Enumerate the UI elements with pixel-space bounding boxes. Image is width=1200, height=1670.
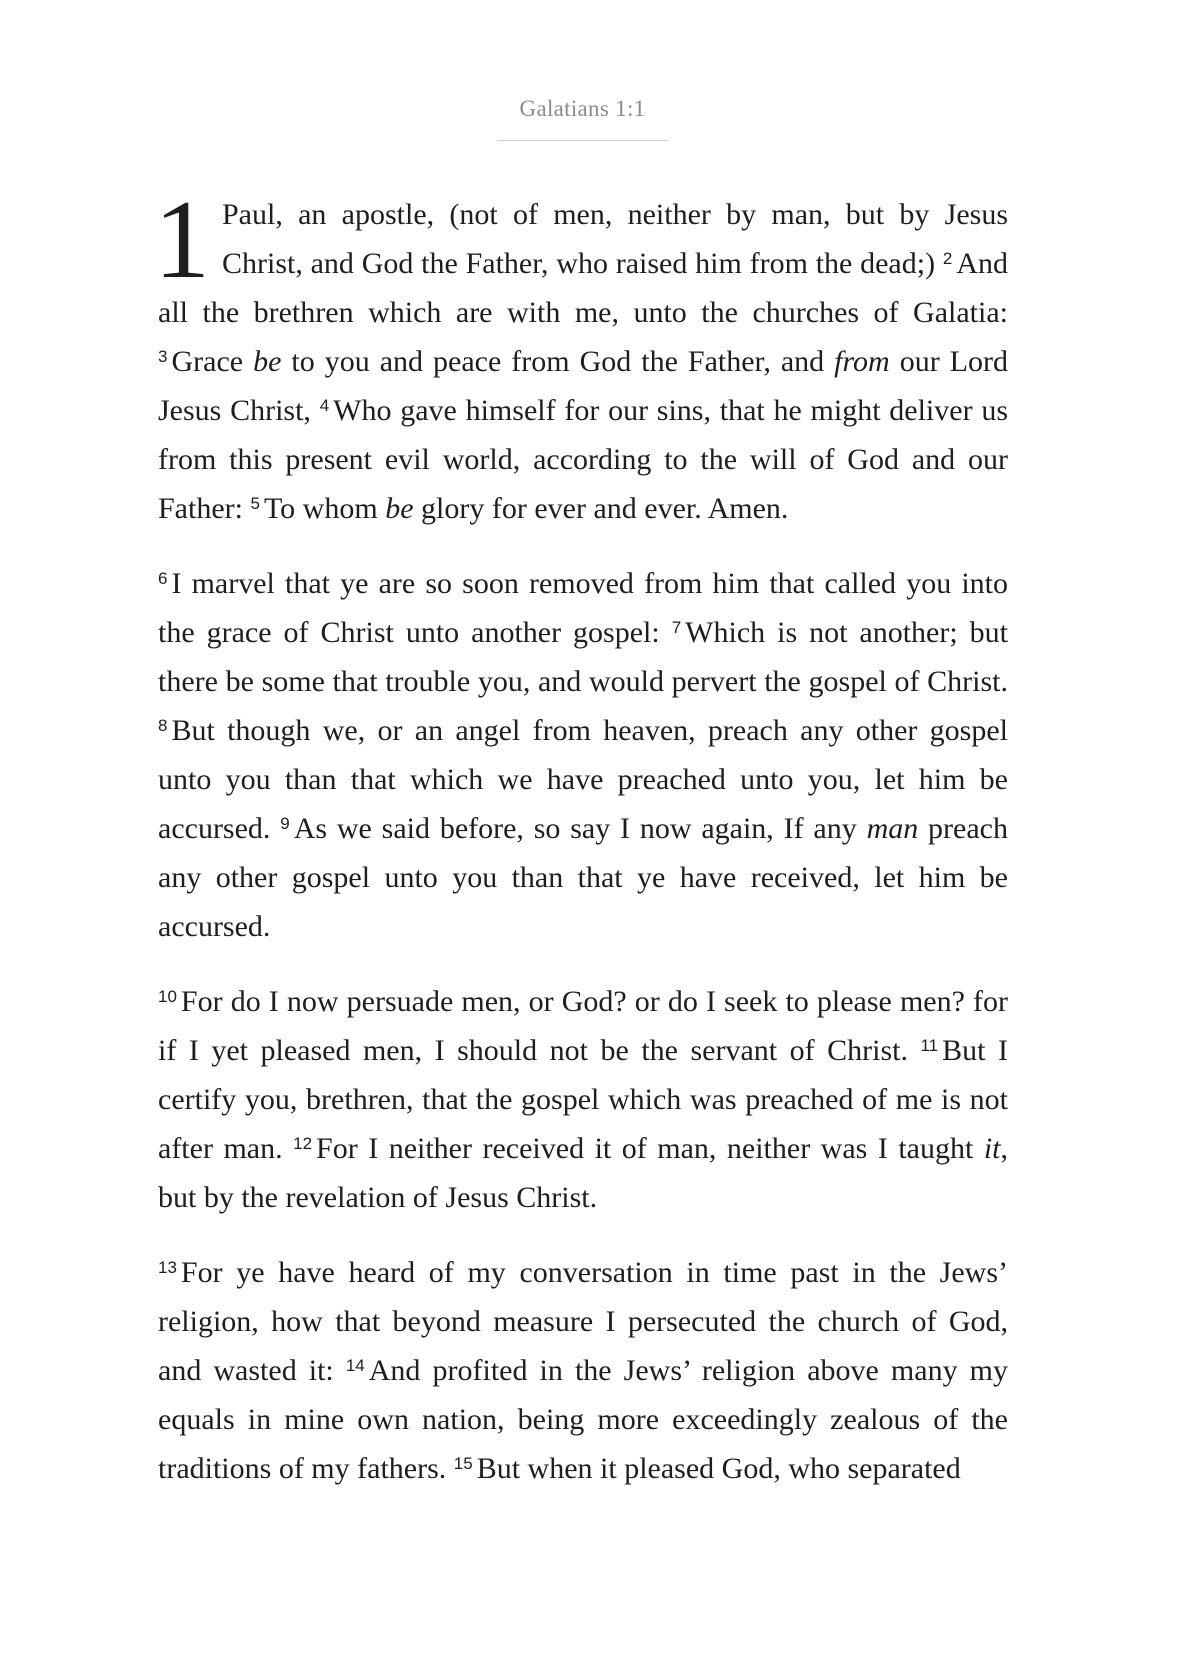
verse-number: 6 xyxy=(158,569,168,588)
verse-text: For ye have heard of my conversation in time past in the Jews’ religion, how that beyond measure I persecuted the church of God, and wasted it: xyxy=(158,1256,1008,1387)
verse-text: As we said before, so say I now again, If any xyxy=(293,812,867,845)
verse-number: 5 xyxy=(250,494,260,513)
verse-text: For do I now persuade men, or God? or do I seek to please men? for if I yet pleased men, I should not be the servant of Christ. xyxy=(158,985,1008,1067)
verse-number: 14 xyxy=(345,1356,365,1375)
italic-text: from xyxy=(834,345,890,378)
chapter-number: 1 xyxy=(154,178,210,302)
verse-number: 7 xyxy=(671,618,682,637)
verse xyxy=(158,812,1008,943)
verse-number: 8 xyxy=(158,716,168,735)
verse-text: And all the brethren which are with me, unto the churches of Galatia: xyxy=(158,247,1008,329)
verse-text: To whom xyxy=(263,492,386,525)
verse-number: 13 xyxy=(158,1258,177,1277)
verse-number: 3 xyxy=(158,347,168,366)
paragraph xyxy=(154,178,1009,533)
paragraph xyxy=(158,1248,1008,1493)
verse-text: glory for ever and ever. Amen. xyxy=(413,492,789,525)
verse-number: 12 xyxy=(293,1134,313,1153)
verse-text: I marvel that ye are so soon removed from him that called you into the grace of Christ unto another gospel: xyxy=(158,567,1008,649)
running-header: Galatians 1:1 xyxy=(519,96,646,121)
verse-text: For I neither received it of man, neither was I taught xyxy=(316,1132,984,1165)
verse-text: But I certify you, brethren, that the gospel which was preached of me is not after man. xyxy=(158,1034,1008,1165)
verse xyxy=(454,1452,961,1485)
italic-text: be xyxy=(385,492,414,525)
italic-text: be xyxy=(253,345,282,378)
verse-text: But though we, or an angel from heaven, preach any other gospel unto you than that which we have preached unto you, let him be accursed. xyxy=(158,714,1008,845)
italic-text: it xyxy=(983,1132,1001,1165)
scripture-text xyxy=(154,178,1009,1519)
verse-text: preach any other gospel unto you than that ye have received, let him be accursed. xyxy=(158,812,1008,943)
verse-number: 4 xyxy=(319,396,330,415)
verse-text: our Lord Jesus Christ, xyxy=(158,345,1008,427)
verse-number: 15 xyxy=(453,1454,473,1473)
verse-text: to you and peace from God the Father, and xyxy=(281,345,835,378)
paragraph xyxy=(158,977,1008,1222)
verse xyxy=(250,492,788,525)
verse-number: 11 xyxy=(920,1036,939,1055)
verse-text: Which is not another; but there be some that trouble you, and would pervert the gospel of Christ. xyxy=(158,616,1009,698)
verse-number: 9 xyxy=(280,814,290,833)
paragraph xyxy=(158,559,1008,951)
verse xyxy=(222,198,1008,280)
header-divider xyxy=(497,140,669,141)
verse-text: But when it pleased God, who separated xyxy=(476,1452,961,1485)
verse-text: Paul, an apostle, (not of men, neither by man, but by Jesus Christ, and God the Father, who raised him from the dead;) xyxy=(222,198,1008,280)
verse xyxy=(158,985,1008,1067)
verse-text: And profited in the Jews’ religion above many my equals in mine own nation, being more exceedingly zealous of the traditions of my fathers. xyxy=(158,1354,1008,1485)
verse-number: 2 xyxy=(942,249,953,268)
verse-number: 10 xyxy=(158,987,177,1006)
verse-text: Grace xyxy=(171,345,254,378)
verse-text: Who gave himself for our sins, that he might deliver us from this present evil world, according to the will of God and our Father: xyxy=(158,394,1009,525)
italic-text: man xyxy=(866,812,919,845)
verse-text: , but by the revelation of Jesus Christ. xyxy=(158,1132,1008,1214)
